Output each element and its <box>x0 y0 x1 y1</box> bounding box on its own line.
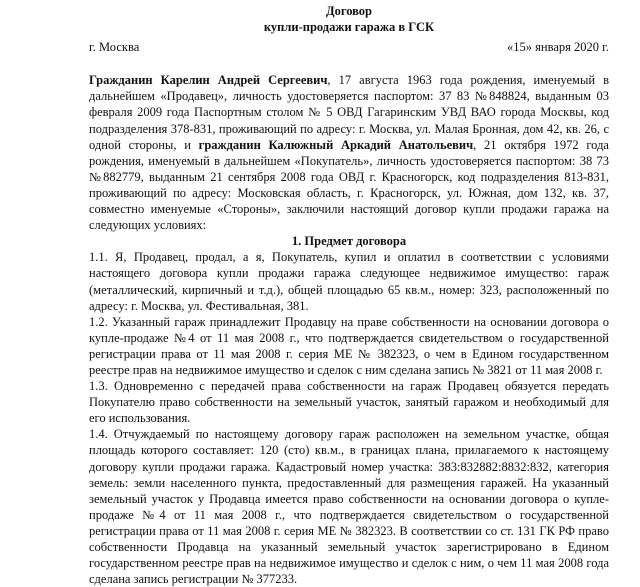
place-date-line <box>89 39 609 55</box>
seller-name: Гражданин Карелин Андрей Сергеевич <box>89 73 328 88</box>
contract-document <box>89 0 609 587</box>
clause-1-3: 1.3. Одновременно с передачей права собственности на гараж Продавец обязуется передать Покупателю право собственности на земельный участок, занятый гаражом и необходимый для его использования. <box>89 379 609 426</box>
clause-1-4: 1.4. Отчуждаемый по настоящему договору гараж расположен на земельном участке, общая площадь которого составляет: 120 (сто) кв.м., в границах плана, прилагаемого к настоящему договору купли продажи гаража. Кадастровый номер участка: 383:832882:8832:832, категория земель: земли населенного пункта, предоставленный для размещения гаражей. На указанный земельный участок у Продавца имеется право собственности на основании договора о купле-продаже №4 от 11 мая 2008 г., что подтверждается свидетельством о государственной регистрации права от 11 мая 2008 г. серия МЕ № 382323. В соответствии со ст. 131 ГК РФ право собственности Продавца на указанный земельный участок зарегистрировано в Едином государственном реестре прав на недвижимое имущество и сделок с ним, о чем 11 мая 2008 года сделана запись регистрации № 377233. <box>89 427 609 587</box>
contract-date: «15» января 2020 г. <box>507 40 609 55</box>
section-title: 1. Предмет договора <box>291 234 407 249</box>
document-subtitle: купли-продажи гаража в ГСК <box>263 20 435 35</box>
spacer <box>89 55 609 72</box>
intro-paragraph <box>89 72 609 233</box>
city: г. Москва <box>89 40 140 55</box>
buyer-name: гражданин Калюжный Аркадий Анатольевич <box>198 137 474 152</box>
buyer-details: , 21 октября 1972 года рождения, именуемый в дальнейшем «Покупатель», личность удостоверяется паспортом: 38 73 №882779, выданным 21 сентября 2008 года ОВД г. Красногорск, код подразделения 813-831, проживающий по адресу: Московская область, г. Красногорск, ул. Южная, дом 132, кв. 37, совместно именуемые «Стороны», заключили настоящий договор купли продажи гаража на следующих условиях: <box>89 137 609 233</box>
clause-1-2: 1.2. Указанный гараж принадлежит Продавцу на праве собственности на основании договора о купле-продаже №4 от 11 мая 2008 г., что подтверждается свидетельством о государственной регистрации права от 11 мая 2008 г. серия МЕ № 382323, о чем в Едином государственном реестре прав на недвижимое имущество и сделок с ним сделана запись № 3821 от 11 мая 2008 г. <box>89 314 609 377</box>
clause-1-1: 1.1. Я, Продавец, продал, а я, Покупатель, купил и оплатил в соответствии с условиями настоящего договора купли продажи гаража следующее недвижимое имущество: гараж (металлический, кирпичный и т.д.), общей площадью 65 кв.м., номер: 323, расположенный по адресу: г. Москва, ул. Фестивальная, 381. <box>89 250 609 313</box>
document-title: Договор <box>325 4 373 18</box>
seller-details: , 17 августа 1963 года рождения, именуемый в дальнейшем «Продавец», личность удостоверяется паспортом: 37 83 №848824, выданным 03 февраля 2009 года Паспортным столом № 5 ОВД Гагаринским УВД ВАО города Москвы, код подразделения 378-831, проживающий по адресу: г. Москва, ул. Малая Бронная, дом 42, кв. 26, с одной стороны, и <box>89 73 609 152</box>
